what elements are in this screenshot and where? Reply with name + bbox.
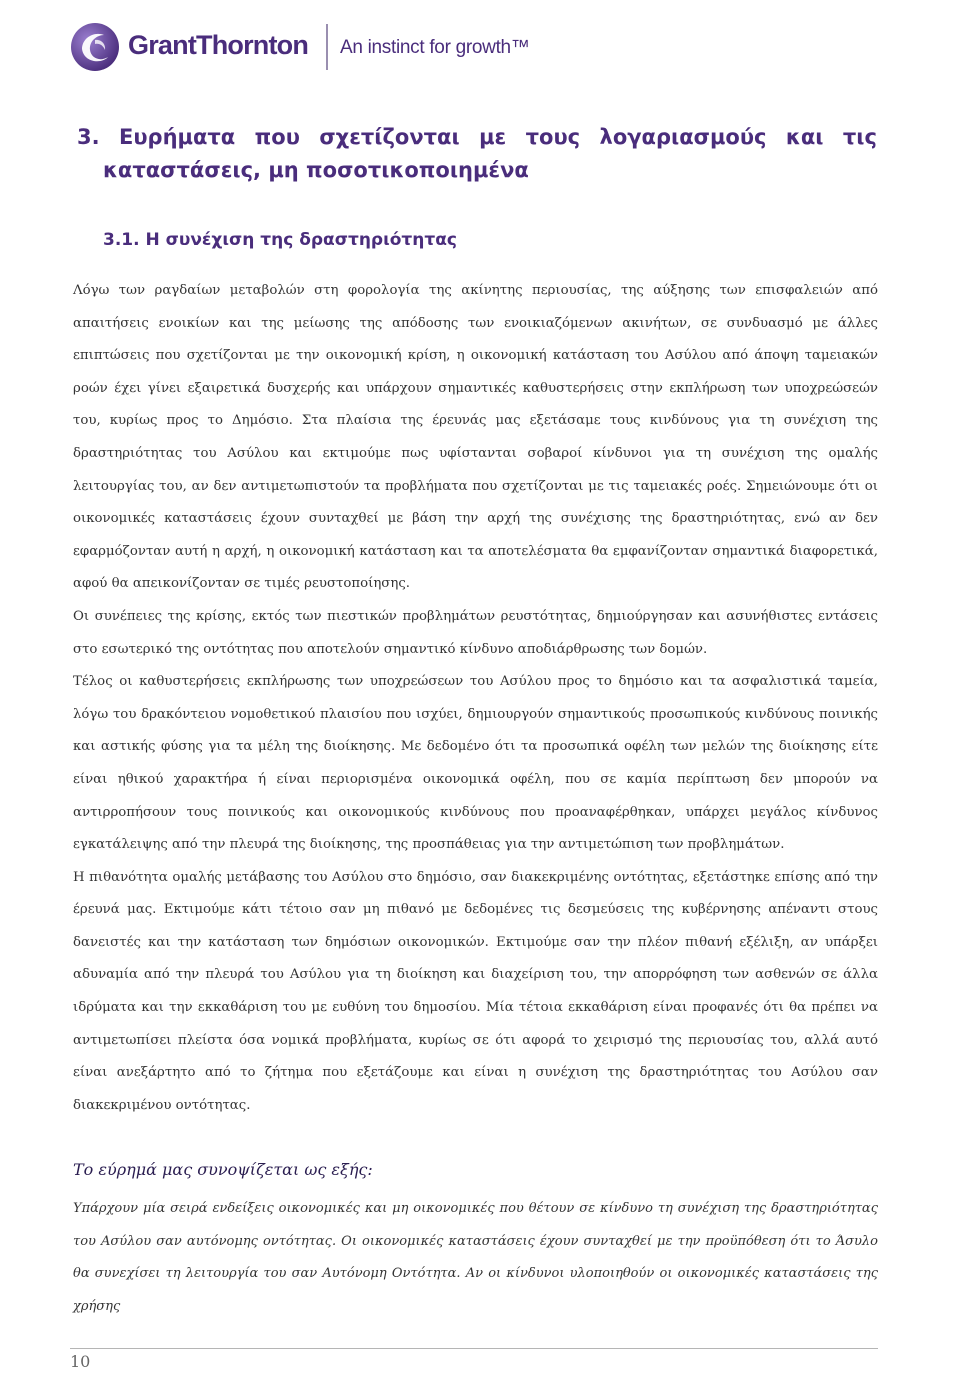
section-title-word: λογαριασμούς <box>599 125 767 149</box>
page-header <box>70 20 890 76</box>
paragraph: Η πιθανότητα ομαλής μετάβασης του Ασύλου στο δημόσιο, σαν διακεκριμένης οντότητας, εξετάστηκε επίσης από την έρευνά μας. Εκτιμούμε κάτι τέτοιο σαν μη πιθανό με δεδομένες τις δεσμεύσεις της κυβέρνησης απέναντι στους δανειστές και την κατάσταση των δημόσιων οικονομικών. Εκτιμούμε σαν την πλέον πιθανή εξέλιξη, αν υπάρξει αδυναμία από την πλευρά του Ασύλου για τη διοίκηση και διαχείριση του, την απορρόφηση των ασθενών σε άλλα ιδρύματα και την εκκαθάριση του με ευθύνη του δημοσίου. Μία τέτοια εκκαθάριση είναι προφανές ότι θα πρέπει να αντιμετωπίσει πλείστα όσα νομικά προβλήματα, κυρίως σε ότι αφορά το χειρισμό της περιουσίας του, αλλά αυτό είναι ανεξάρτητο από το ζήτημα που εξετάζουμε και είναι η συνέχιση της δραστηριότητας του Ασύλου σαν διακεκριμένου οντότητας. <box>73 869 878 1113</box>
section-title-line2: καταστάσεις, μη ποσοτικοποιημένα <box>103 158 529 182</box>
section-title <box>77 121 877 187</box>
brand-name: GrantThornton <box>128 30 309 60</box>
section-title-word: σχετίζονται <box>319 125 460 149</box>
subsection-title: 3.1. Η συνέχιση της δραστηριότητας <box>103 230 457 250</box>
grant-thornton-logo-icon <box>70 22 120 72</box>
header-divider <box>326 24 328 70</box>
paragraph: Οι συνέπειες της κρίσης, εκτός των πιεστικών προβλημάτων ρευστότητας, δημιούργησαν και ασυνήθιστες εντάσεις στο εσωτερικό της οντότητας που αποτελούν σημαντικό κίνδυνο αποδιάρθρωσης των δομών. <box>73 608 878 657</box>
section-title-word: που <box>254 125 300 149</box>
findings-title: Το εύρημά μας συνοψίζεται ως εξής: <box>73 1160 373 1179</box>
section-title-word: και <box>785 125 824 149</box>
section-title-word: Ευρήματα <box>119 125 236 149</box>
section-title-line1 <box>77 121 877 154</box>
body-text <box>73 275 878 1122</box>
findings-text: Υπάρχουν μία σειρά ενδείξεις οικονομικές και μη οικονομικές που θέτουν σε κίνδυνο τη συνέχιση της δραστηριότητας του Ασύλου σαν αυτόνομης οντότητας. Οι οικονομικές καταστάσεις έχουν συνταχθεί με την προϋπόθεση ότι το Άσυλο θα συνεχίσει τη λειτουργία του σαν Αυτόνομη Οντότητα. Αν οι κίνδυνοι υλοποιηθούν οι οικονομικές καταστάσεις της χρήσης <box>73 1201 878 1314</box>
page-number: 10 <box>70 1352 91 1371</box>
paragraph: Τέλος οι καθυστερήσεις εκπλήρωσης των υποχρεώσεων του Ασύλου προς το δημόσιο και τα ασφαλιστικά ταμεία, λόγω του δρακόντειου νομοθετικού πλαισίου που ισχύει, δημιουργούν σημαντικούς προσωπικούς κινδύνους ποινικής και αστικής φύσης για τα μέλη της διοίκησης. Με δεδομένο ότι τα προσωπικά οφέλη των μελών της διοίκησης είτε είναι ηθικού χαρακτήρα ή είναι περιορισμένα οικονομικά οφέλη, που σε καμία περίπτωση δεν μπορούν να αντιρροπήσουν τους ποινικούς και οικονομικούς κινδύνους που προαναφέρθηκαν, υπάρχει μεγάλος κίνδυνος εγκατάλειψης από την πλευρά της διοίκησης, της προσπάθειας για την αντιμετώπιση των προβλημάτων. <box>73 674 878 853</box>
section-title-word: 3. <box>77 125 100 149</box>
brand-tagline: An instinct for growth™ <box>340 37 530 58</box>
paragraph: Λόγω των ραγδαίων μεταβολών στη φορολογία της ακίνητης περιουσίας, της αύξησης των επισφαλειών από απαιτήσεις ενοικίων και της μείωσης της απόδοσης των ενοικιαζόμενων ακινήτων, σε συνδυασμό με άλλες επιπτώσεις που σχετίζονται με την οικονομική κρίση, η οικονομική κατάσταση του Ασύλου από άποψη ταμειακών ροών έχει γίνει εξαιρετικά δυσχερής και υπάρχουν σημαντικές καθυστερήσεις στην εκπλήρωση των υποχρεώσεών του, κυρίως προς το Δημόσιο. Στα πλαίσια της έρευνάς μας εξετάσαμε τους κινδύνους για τη συνέχιση της δραστηριότητας του Ασύλου και εκτιμούμε πως υφίστανται σοβαροί κίνδυνοι για τη συνέχιση της ομαλής λειτουργίας του, αν δεν αντιμετωπιστούν τα προβλήματα που σχετίζονται με τις ταμειακές ροές. Σημειώνουμε ότι οι οικονομικές καταστάσεις έχουν συνταχθεί με βάση την αρχή της συνέχισης της δραστηριότητας, ενώ αν δεν εφαρμόζονταν αυτή η αρχή, η οικονομική κατάσταση και τα αποτελέσματα θα εμφανίζονταν σημαντικά διαφορετικά, αφού θα απεικονίζονταν σε τιμές ρευστοποίησης. <box>73 283 878 592</box>
section-title-word: τις <box>842 125 877 149</box>
footer-divider <box>70 1348 878 1349</box>
section-title-word: με <box>479 125 507 149</box>
section-title-word: τους <box>525 125 581 149</box>
